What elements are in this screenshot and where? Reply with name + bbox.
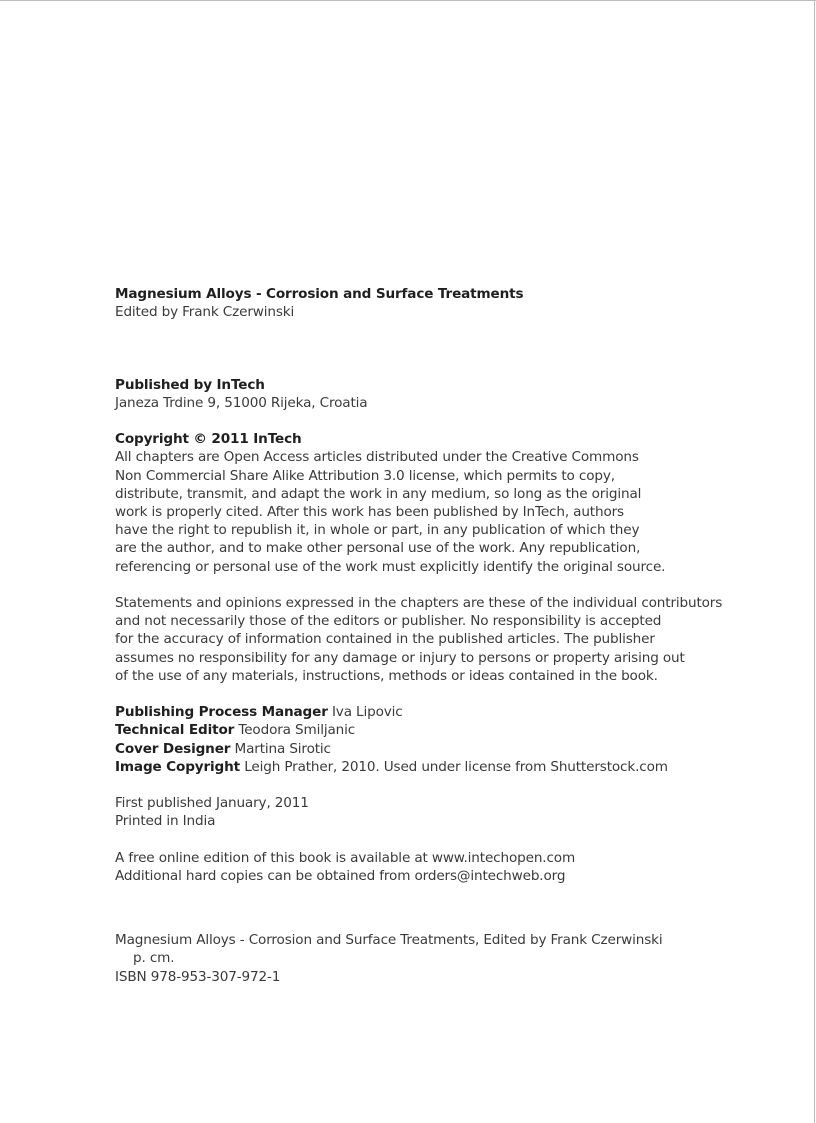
credit-entry: [115, 758, 715, 776]
spacer: [115, 831, 715, 849]
publisher-address: Janeza Trdine 9, 51000 Rijeka, Croatia: [115, 394, 368, 411]
spacer: [115, 357, 715, 375]
disclaimer-line: and not necessarily those of the editors or publisher. No responsibility is accepted: [115, 613, 662, 630]
credit-name: Leigh Prather, 2010. Used under license from Shutterstock.com: [244, 758, 668, 775]
credit-name: Martina Sirotic: [234, 740, 331, 757]
copyright-line: Non Commercial Share Alike Attribution 3.0 license, which permits to copy,: [115, 467, 615, 484]
spacer: [115, 885, 715, 931]
credit-entry: [115, 740, 715, 758]
credit-role: Image Copyright: [115, 758, 241, 775]
copyright-line: work is properly cited. After this work has been published by InTech, authors: [115, 504, 624, 520]
publisher-heading: Published by InTech: [115, 376, 265, 393]
copyright-heading: Copyright © 2011 InTech: [115, 431, 302, 448]
credit-role: Cover Designer: [115, 740, 231, 757]
page-right-border: [814, 0, 815, 1123]
copyright-page-content: [115, 285, 723, 986]
disclaimer-text: [115, 594, 723, 685]
disclaimer-line: Statements and opinions expressed in the chapters are these of the individual contributors: [115, 595, 723, 611]
credit-entry: [115, 703, 715, 721]
first-published: First published January, 2011: [115, 795, 309, 812]
disclaimer-line: assumes no responsibility for any damage or injury to persons or property arising out: [115, 649, 685, 666]
credit-entry: [115, 721, 715, 739]
spacer: [115, 412, 715, 430]
catalog-pages: p. cm.: [133, 950, 175, 967]
book-editor: Edited by Frank Czerwinski: [115, 304, 295, 321]
copyright-line: are the author, and to make other personal use of the work. Any republication,: [115, 540, 641, 557]
spacer: [115, 576, 715, 594]
copyright-line: have the right to republish it, in whole or part, in any publication of which they: [115, 522, 640, 539]
credit-role: Publishing Process Manager: [115, 704, 328, 721]
copyright-line: referencing or personal use of the work must explicitly identify the original source.: [115, 558, 666, 575]
credit-role: Technical Editor: [115, 722, 235, 739]
copyright-text: [115, 448, 715, 575]
spacer: [115, 321, 715, 357]
credits-list: [115, 703, 715, 776]
credit-name: Iva Lipovic: [331, 704, 403, 721]
catalog-citation: Magnesium Alloys - Corrosion and Surface Treatments, Edited by Frank Czerwinski: [115, 932, 663, 949]
online-edition-note: A free online edition of this book is available at www.intechopen.com: [115, 849, 576, 866]
copyright-line: distribute, transmit, and adapt the work in any medium, so long as the original: [115, 485, 642, 502]
disclaimer-line: of the use of any materials, instructions, methods or ideas contained in the book.: [115, 667, 658, 684]
credit-name: Teodora Smiljanic: [238, 722, 356, 739]
page-top-border: [0, 0, 816, 1]
copyright-line: All chapters are Open Access articles distributed under the Creative Commons: [115, 449, 639, 466]
book-title: Magnesium Alloys - Corrosion and Surface Treatments: [115, 286, 524, 302]
spacer: [115, 776, 715, 794]
disclaimer-line: for the accuracy of information contained in the published articles. The publisher: [115, 631, 655, 648]
catalog-isbn: ISBN 978-953-307-972-1: [115, 968, 281, 985]
hard-copies-note: Additional hard copies can be obtained from orders@intechweb.org: [115, 868, 566, 884]
spacer: [115, 685, 715, 703]
printed-in: Printed in India: [115, 813, 216, 830]
